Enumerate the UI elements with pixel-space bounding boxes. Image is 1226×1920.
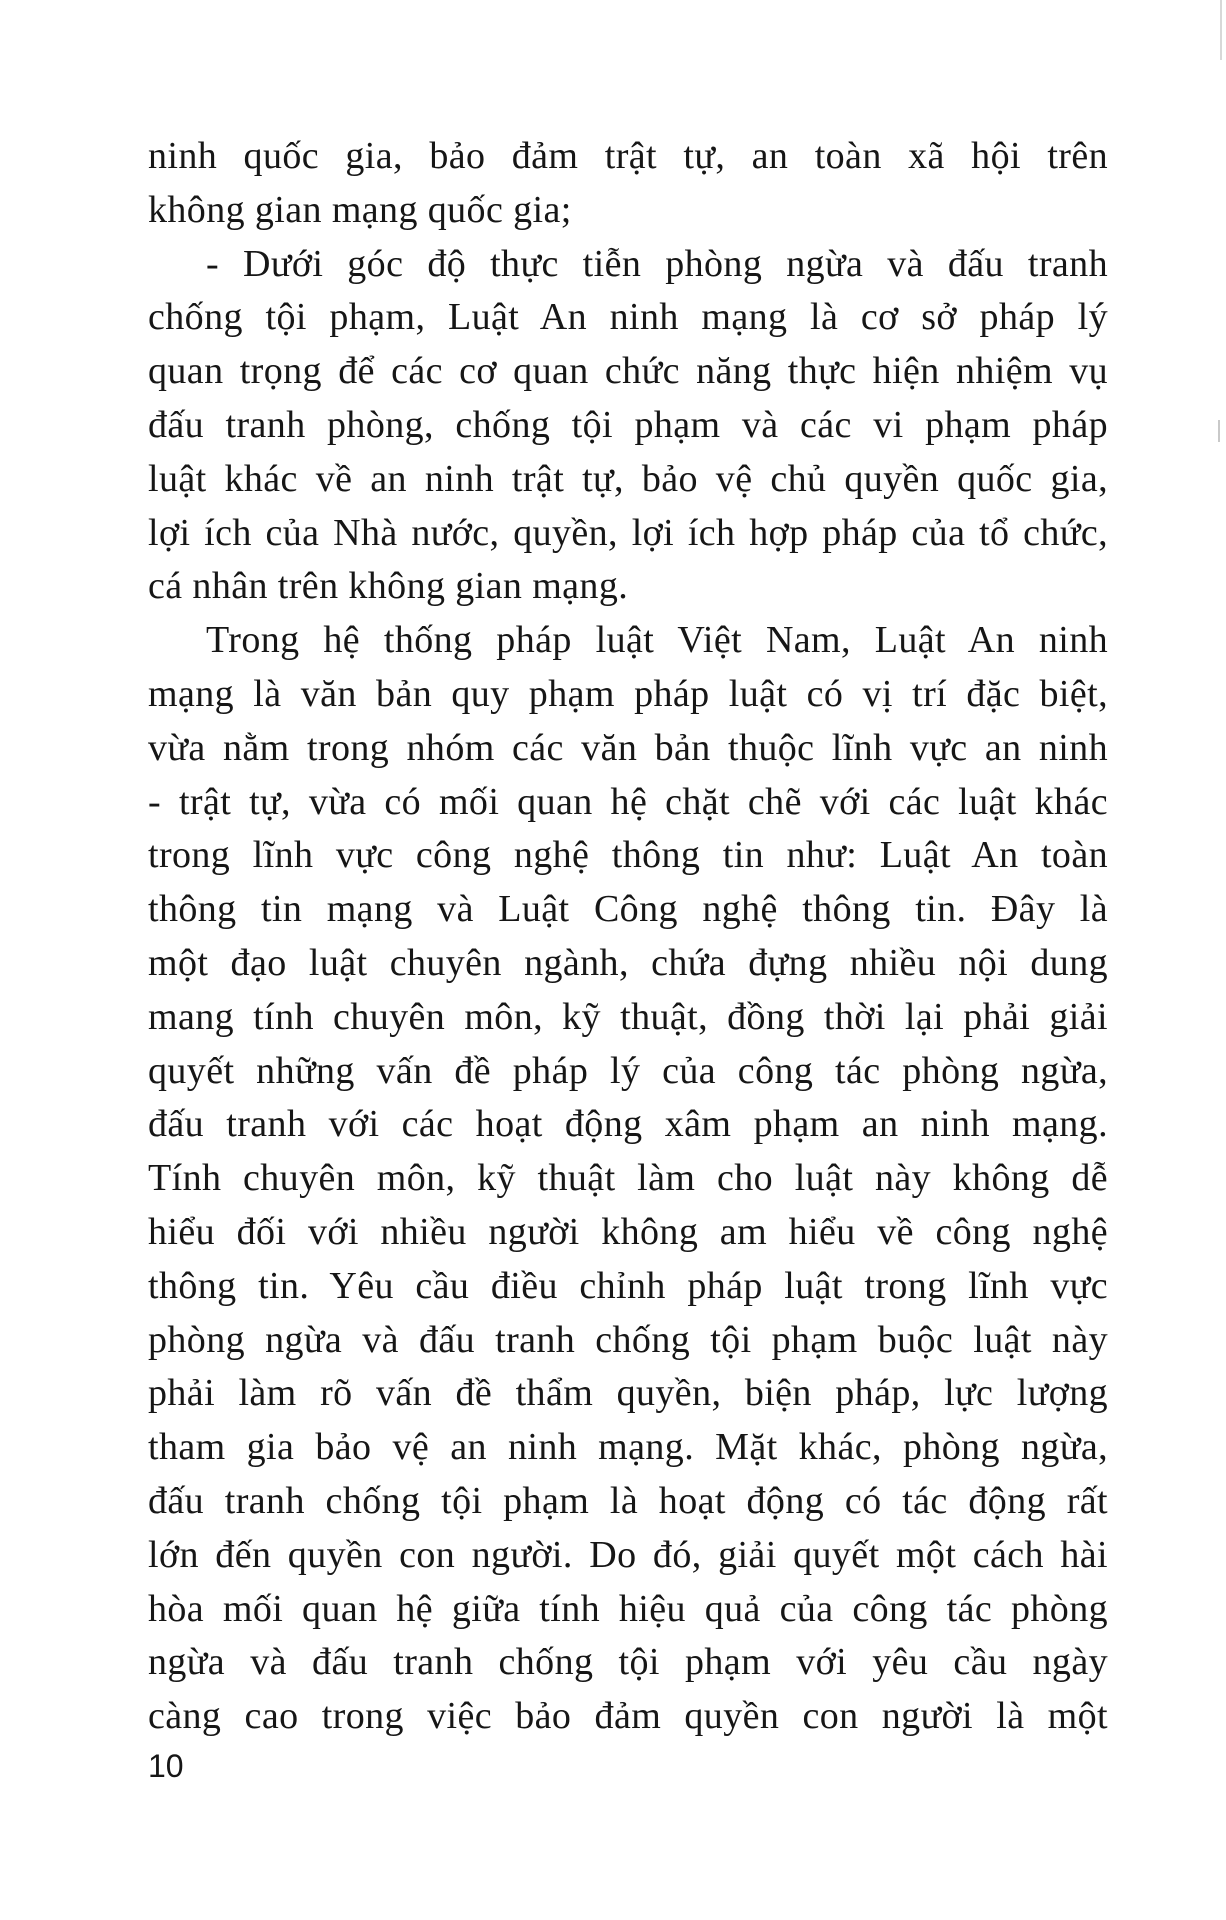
text-line: lớn đến quyền con người. Do đó, giải quyết một cách hài bbox=[148, 1533, 1108, 1576]
scan-edge-mark bbox=[1220, 0, 1222, 60]
body-text bbox=[148, 130, 1108, 1744]
text-line: Trong hệ thống pháp luật Việt Nam, Luật An ninh bbox=[206, 619, 1108, 662]
text-line: - Dưới góc độ thực tiễn phòng ngừa và đấu tranh bbox=[206, 242, 1108, 285]
text-line: chống tội phạm, Luật An ninh mạng là cơ sở pháp lý bbox=[148, 296, 1108, 339]
text-line: hiểu đối với nhiều người không am hiểu về công nghệ bbox=[148, 1210, 1108, 1253]
text-line: quyết những vấn đề pháp lý của công tác phòng ngừa, bbox=[148, 1049, 1108, 1092]
text-line: vừa nằm trong nhóm các văn bản thuộc lĩnh vực an ninh bbox=[148, 726, 1108, 769]
text-line: đấu tranh phòng, chống tội phạm và các vi phạm pháp bbox=[148, 403, 1108, 446]
text-line: hòa mối quan hệ giữa tính hiệu quả của công tác phòng bbox=[148, 1587, 1108, 1630]
text-line: phải làm rõ vấn đề thẩm quyền, biện pháp, lực lượng bbox=[148, 1372, 1108, 1415]
text-line: đấu tranh chống tội phạm là hoạt động có tác động rất bbox=[148, 1479, 1108, 1522]
scan-edge-mark bbox=[1218, 420, 1220, 442]
text-line: thông tin mạng và Luật Công nghệ thông tin. Đây là bbox=[148, 888, 1108, 931]
text-line: mạng là văn bản quy phạm pháp luật có vị trí đặc biệt, bbox=[148, 672, 1108, 715]
text-line: càng cao trong việc bảo đảm quyền con người là một bbox=[148, 1695, 1108, 1738]
text-line: Tính chuyên môn, kỹ thuật làm cho luật này không dễ bbox=[148, 1157, 1108, 1200]
text-line: phòng ngừa và đấu tranh chống tội phạm buộc luật này bbox=[148, 1318, 1108, 1361]
page-number: 10 bbox=[148, 1748, 184, 1784]
text-line: trong lĩnh vực công nghệ thông tin như: Luật An toàn bbox=[148, 834, 1108, 877]
text-line: - trật tự, vừa có mối quan hệ chặt chẽ với các luật khác bbox=[148, 780, 1108, 823]
text-line: ngừa và đấu tranh chống tội phạm với yêu cầu ngày bbox=[148, 1641, 1108, 1684]
text-line: tham gia bảo vệ an ninh mạng. Mặt khác, phòng ngừa, bbox=[148, 1426, 1108, 1469]
text-line: quan trọng để các cơ quan chức năng thực hiện nhiệm vụ bbox=[148, 350, 1108, 393]
text-line: cá nhân trên không gian mạng. bbox=[148, 565, 629, 608]
text-line: luật khác về an ninh trật tự, bảo vệ chủ quyền quốc gia, bbox=[148, 457, 1108, 500]
text-line: lợi ích của Nhà nước, quyền, lợi ích hợp pháp của tổ chức, bbox=[148, 511, 1108, 554]
text-line: thông tin. Yêu cầu điều chỉnh pháp luật trong lĩnh vực bbox=[148, 1264, 1108, 1307]
text-line: ninh quốc gia, bảo đảm trật tự, an toàn xã hội trên bbox=[148, 135, 1108, 177]
text-line: một đạo luật chuyên ngành, chứa đựng nhiều nội dung bbox=[148, 941, 1108, 984]
text-line: mang tính chuyên môn, kỹ thuật, đồng thời lại phải giải bbox=[148, 995, 1108, 1038]
text-line: đấu tranh với các hoạt động xâm phạm an ninh mạng. bbox=[148, 1103, 1108, 1146]
text-line: không gian mạng quốc gia; bbox=[148, 188, 572, 231]
